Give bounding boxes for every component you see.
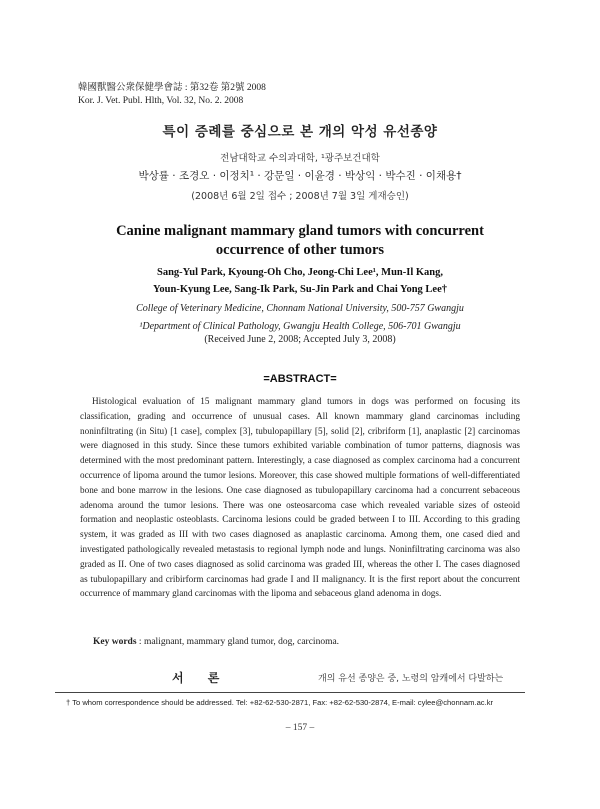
english-dates: (Received June 2, 2008; Accepted July 3, 2008) [204,334,396,345]
english-affiliation-2: ¹Department of Clinical Pathology, Gwangju Health College, 506-701 Gwangju [139,321,461,332]
english-title [100,222,500,260]
footnote-divider [55,692,525,693]
english-title-line-1: Canine malignant mammary gland tumors with concurrent [116,223,484,239]
english-affiliations [80,300,520,336]
keywords [93,637,339,647]
english-authors-line-2: Youn-Kyung Lee, Sang-Ik Park, Su-Jin Park and Chai Yong Lee† [153,284,447,295]
introduction-heading: 서 론 [172,671,230,685]
keywords-label: Key words [93,637,137,647]
keywords-separator: : [136,637,144,647]
abstract-text: Histological evaluation of 15 malignant mammary gland tumors in dogs was performed on focusing its classification, grading and occurrence of unusual cases. All known mammary gland carcinomas including noninfiltrating (in Situ) [1 case], complex [3], tubulopapillary [5], solid [2], cribriform [1], anaplastic [2] carcinomas were diagnosed in this study. Since these tumors exhibited variable combination of tumor patterns, diagnosis was determined with the most predominant pattern. Interestingly, a case diagnosed as complex carcinoma had a concurrent occurrence of lipoma around the tumor lesions. Moreover, this case showed multiple formations of well-differentiated bone and bone marrow in the lesions. One case diagnosed as tubulopapillary carcinoma had a concurrent sebaceous adenoma around the tumor lesions. There was one osteosarcoma case which revealed variable sizes of osteoid formation and neoplastic osteoblasts. Carcinoma lesions could be graded between I to III. According to this grading system, it was graded as III with two cases diagnosed as anaplastic carcinoma. Among them, one cased died and investigated pathologically revealed metastasis to regional lymph node and lungs. Noninfiltrating carcinoma was also graded as II. One of two cases diagnosed as solid carcinoma was graded III, whereas the other I. The cases diagnosed as tubulopapillary and cribirform carcinomas had grade I and II malignancy. It is the first report about the concurrent occurrence of mammary gland carcinomas with the lipoma and sebaceous gland adenoma in dogs. [80,396,520,599]
korean-dates: (2008년 6월 2일 접수 ; 2008년 7월 3일 게재승인) [191,191,409,202]
journal-citation [78,82,266,108]
introduction-first-line: 개의 유선 종양은 중, 노령의 암캐에서 다발하는 [318,674,504,684]
korean-affiliation: 전남대학교 수의과대학, ¹광주보건대학 [220,153,380,164]
journal-citation-english: Kor. J. Vet. Publ. Hlth, Vol. 32, No. 2. 2008 [78,96,244,106]
korean-authors: 박상률 · 조경오 · 이정치¹ · 강문일 · 이윤경 · 박상익 · 박수진 · 이채용† [138,170,462,182]
abstract-heading: =ABSTRACT= [263,373,337,385]
page-number: – 157 – [285,723,315,733]
keywords-value: malignant, mammary gland tumor, dog, carcinoma. [143,637,340,647]
corresponding-author-footnote: † To whom correspondence should be addressed. Tel: +82-62-530-2871, Fax: +82-62-530-2874, E-mail: cylee@chonnam.ac.kr [66,698,494,707]
english-title-line-2: occurrence of other tumors [215,242,385,258]
journal-citation-korean: 韓國獸醫公衆保健學會誌 : 第32卷 第2號 2008 [78,83,266,93]
english-authors [100,264,500,298]
english-affiliation-1: College of Veterinary Medicine, Chonnam National University, 500-757 Gwangju [136,303,464,314]
english-authors-line-1: Sang-Yul Park, Kyoung-Oh Cho, Jeong-Chi Lee¹, Mun-Il Kang, [156,267,444,278]
korean-title: 특이 증례를 중심으로 본 개의 악성 유선종양 [162,124,438,140]
